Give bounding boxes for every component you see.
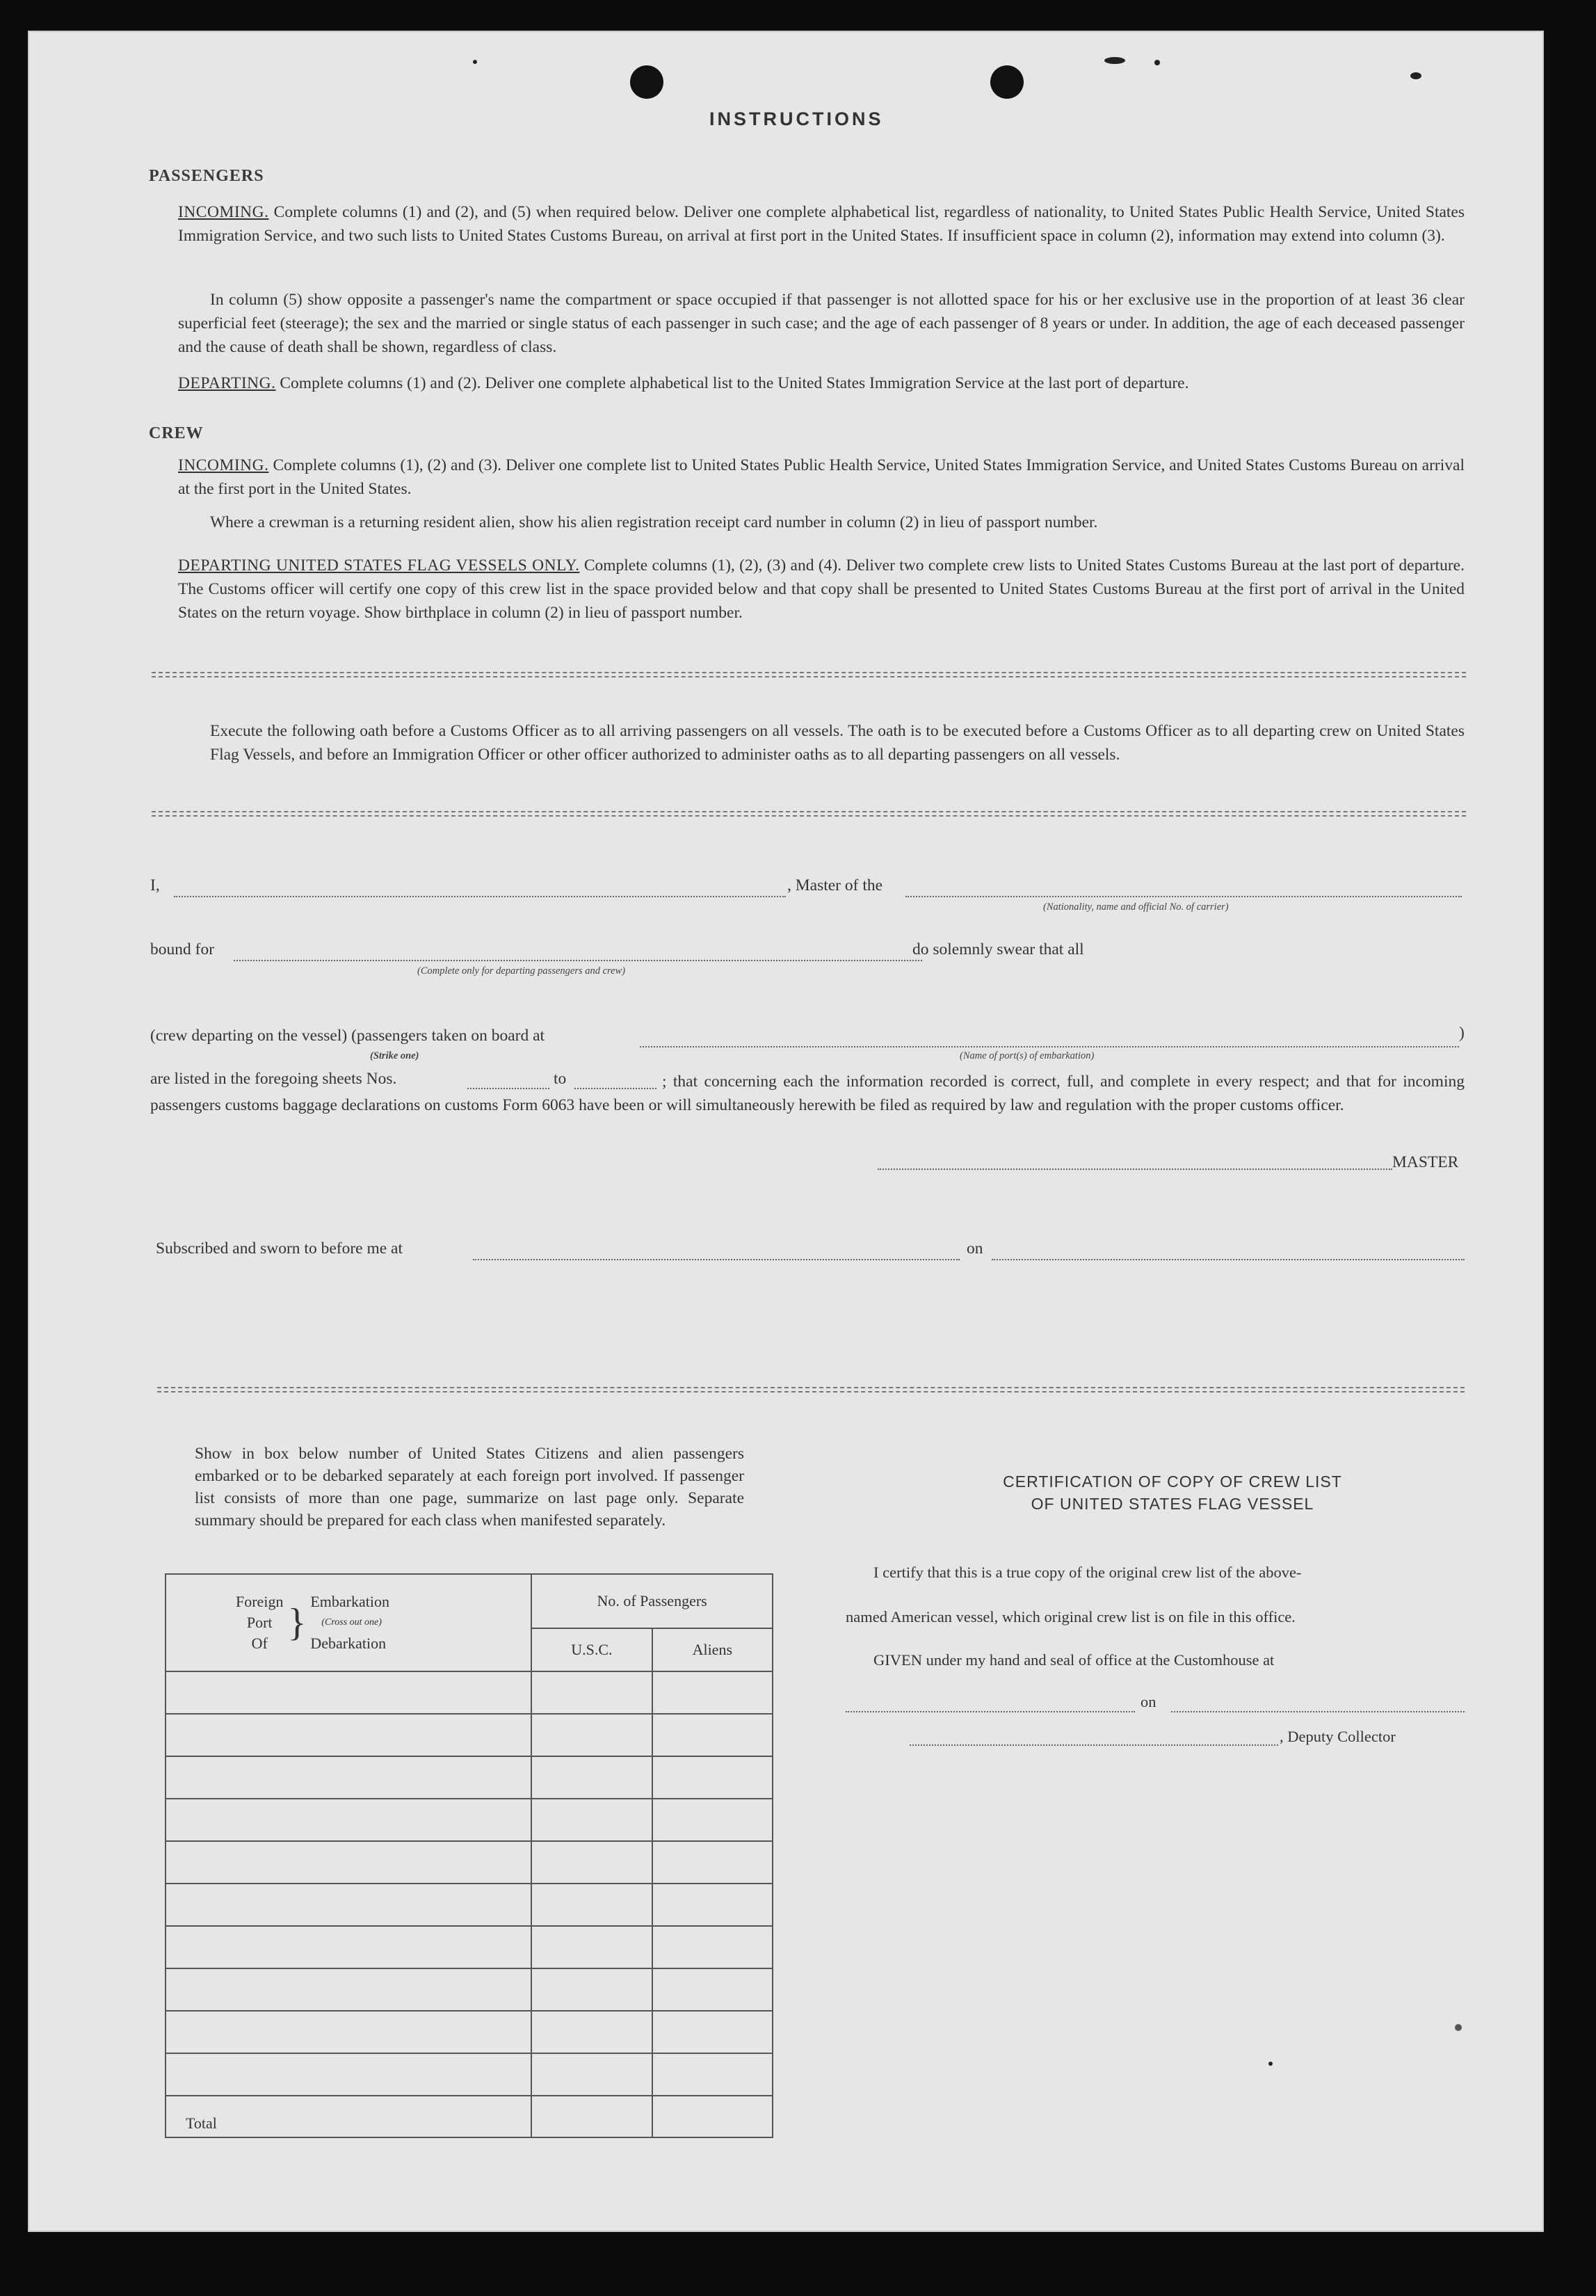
master-signature-field[interactable] [878,1169,1392,1170]
port-cell[interactable] [166,1756,531,1799]
port-cell[interactable] [166,2011,531,2053]
table-row [166,1884,773,1926]
aliens-cell[interactable] [652,1671,773,1714]
nationality-note: (Nationality, name and official No. of carrier) [1043,901,1229,913]
total-label [166,2096,531,2137]
subscribed-label: Subscribed and sworn to before me at [156,1239,403,1258]
customhouse-field[interactable] [846,1711,1135,1712]
certification-title-line2: OF UNITED STATES FLAG VESSEL [1031,1495,1314,1513]
crew-incoming-paragraph [178,453,1465,501]
crew-departing-text: Complete columns (1), (2), (3) and (4). Deliver two complete crew lists to United States Customs Bureau at the last port of departure. The Customs officer will certify one copy of this crew list in the space provided below and that copy shall be presented to United States Customs Bureau at the first port of arrival in the United States on the return voyage. Show birthplace in column (2) in lieu of passport number. [178,556,1465,622]
aliens-cell[interactable] [652,1714,773,1756]
cross-out-one-note: (Cross out one) [321,1617,382,1628]
port-embarkation-note: (Name of port(s) of embarkation) [960,1050,1095,1061]
strike-one-note: (Strike one) [370,1050,419,1061]
master-name-field[interactable] [174,896,786,897]
sworn-on-label: on [967,1239,983,1258]
oath-intro-paragraph [210,719,1465,766]
passenger-summary-table [165,1573,773,2138]
usc-cell[interactable] [531,1841,652,1884]
aliens-cell[interactable] [652,1884,773,1926]
ink-speck [1410,72,1421,79]
listed-in-label: are listed in the foregoing sheets Nos. [150,1070,397,1088]
sworn-date-field[interactable] [992,1259,1465,1260]
deputy-collector-signature-field[interactable] [910,1744,1278,1746]
brace-glyph: } [287,1601,307,1644]
port-of-embarkation-field[interactable] [640,1046,1459,1047]
usc-cell[interactable] [531,2011,652,2053]
bound-for-field[interactable] [234,960,922,961]
crew-departing-lead: DEPARTING UNITED STATES FLAG VESSELS ONLY. [178,556,580,575]
certification-title [901,1470,1444,1515]
ink-speck [1455,2024,1462,2031]
punch-hole-right [990,65,1024,99]
usc-cell[interactable] [531,1968,652,2011]
aliens-cell[interactable] [652,1756,773,1799]
ink-speck [1268,2062,1273,2066]
total-text: Total [186,2114,217,2132]
port-cell[interactable] [166,1799,531,1841]
form-page [28,31,1544,2232]
aliens-cell[interactable] [652,1926,773,1968]
aliens-cell[interactable] [652,2011,773,2053]
no-of-passengers-header: No. of Passengers [531,1574,773,1628]
certify-line2: named American vessel, which original crew list is on file in this office. [846,1608,1296,1625]
table-row [166,1841,773,1884]
crew-departing-paragraph [178,554,1465,625]
port-cell[interactable] [166,1714,531,1756]
ink-speck [473,60,477,64]
usc-cell[interactable] [531,1671,652,1714]
table-row [166,1671,773,1714]
port-cell[interactable] [166,1968,531,2011]
usc-header: U.S.C. [531,1628,652,1671]
oath-intro-text: Execute the following oath before a Customs Officer as to all arriving passengers on all vessels. The oath is to be executed before a Customs Officer as to all departing crew on United States Flag Vessels, and before an Immigration Officer or other officer authorized to administer oaths as to all departing passengers on all vessels. [210,722,1465,764]
master-of-label: , Master of the [787,876,883,894]
close-paren: ) [1459,1024,1465,1042]
port-label: Port [246,1614,273,1631]
summary-instructions-paragraph [195,1443,744,1532]
crew-incoming-lead: INCOMING. [178,456,269,474]
sworn-place-field[interactable] [473,1259,960,1260]
port-header-cell [166,1574,531,1671]
ink-speck [1154,60,1160,65]
port-cell[interactable] [166,2053,531,2096]
certify-line1: I certify that this is a true copy of the original crew list of the above- [873,1564,1302,1581]
usc-total-cell[interactable] [531,2096,652,2137]
crew-resident-text: Where a crewman is a returning resident alien, show his alien registration receipt card number in column (2) in lieu of passport number. [210,513,1098,531]
passengers-incoming-text: Complete columns (1) and (2), and (5) when required below. Deliver one complete alphabetical list, regardless of nationality, to United States Public Health Service, United States Immigration Service, and two such lists to United States Customs Bureau, on arrival at first port in the United States. If insufficient space in column (2), information may extend into column (3). [178,203,1465,245]
foreign-label: Foreign [236,1593,284,1610]
summary-instructions-text: Show in box below number of United States Citizens and alien passengers embarked or to be debarked separately at each foreign port involved. If passenger list consists of more than one page, summarize on last page only. Separate summary should be prepared for each class when manifested separately. [195,1445,744,1530]
embarkation-label: Embarkation [310,1593,389,1610]
port-cell[interactable] [166,1671,531,1714]
section-divider [152,672,1466,677]
table-row [166,1926,773,1968]
ink-speck [1104,57,1125,64]
crew-incoming-text: Complete columns (1), (2) and (3). Deliver one complete list to United States Public Health Service, United States Immigration Service, and United States Customs Bureau on arrival at the first port in the United States. [178,456,1465,498]
total-row [166,2096,773,2137]
table-row [166,1799,773,1841]
table-row [166,1968,773,2011]
certification-title-line1: CERTIFICATION OF COPY OF CREW LIST [1003,1472,1342,1491]
table-row [166,2011,773,2053]
usc-cell[interactable] [531,1884,652,1926]
aliens-header: Aliens [652,1628,773,1671]
passengers-departing-paragraph [178,371,1465,395]
section-divider [157,1387,1465,1392]
crew-departing-label: (crew departing on the vessel) (passengers taken on board at [150,1027,545,1045]
debarkation-label: Debarkation [310,1635,387,1652]
bound-for-label: bound for [150,940,215,958]
concerning-text: ; that concerning each the information recorded is correct, full, and complete in every respect; and that for incoming passengers customs baggage declarations on customs Form 6063 have been or will simultaneously herewith be filed as required by law and regulation with the proper customs officer. [150,1073,1465,1114]
crew-heading: CREW [149,424,204,442]
port-cell[interactable] [166,1926,531,1968]
aliens-cell[interactable] [652,1968,773,2011]
concerning-paragraph [150,1070,1465,1117]
section-divider [152,811,1466,817]
passengers-heading: PASSENGERS [149,167,264,185]
punch-hole-left [630,65,663,99]
usc-cell[interactable] [531,1926,652,1968]
aliens-cell[interactable] [652,2053,773,2096]
given-text: GIVEN under my hand and seal of office at the Customhouse at [873,1651,1275,1669]
usc-cell[interactable] [531,1799,652,1841]
complete-only-note: (Complete only for departing passengers and crew) [417,965,626,977]
crew-resident-paragraph [210,511,1465,534]
sheet-to-label: to [554,1070,567,1088]
table-row [166,1714,773,1756]
usc-cell[interactable] [531,1714,652,1756]
table-row [166,1756,773,1799]
page-title: INSTRUCTIONS [709,109,884,129]
usc-cell[interactable] [531,2053,652,2096]
table-row [166,2053,773,2096]
master-label: MASTER [1392,1153,1459,1171]
passengers-departing-lead: DEPARTING. [178,374,276,392]
deputy-collector-label: , Deputy Collector [1280,1728,1396,1745]
passengers-column5-text: In column (5) show opposite a passenger's name the compartment or space occupied if that passenger is not allotted space for his or her exclusive use in the proportion of at least 36 clear superficial feet (steerage); the sex and the married or single status of each passenger in such case; and the age of each passenger of 8 years or under. In addition, the age of each deceased passenger and the cause of death shall be shown, regardless of class. [178,291,1465,356]
certification-date-field[interactable] [1171,1711,1465,1712]
passengers-incoming-lead: INCOMING. [178,203,269,221]
aliens-cell[interactable] [652,1799,773,1841]
port-cell[interactable] [166,1884,531,1926]
carrier-field[interactable] [905,896,1462,897]
certification-on-label: on [1140,1693,1156,1710]
oath-i-label: I, [150,876,160,894]
passengers-column5-paragraph [178,288,1465,359]
port-cell[interactable] [166,1841,531,1884]
usc-cell[interactable] [531,1756,652,1799]
solemnly-swear-label: do solemnly swear that all [912,940,1084,958]
passengers-incoming-paragraph [178,200,1465,248]
of-label: Of [251,1635,268,1652]
aliens-cell[interactable] [652,1841,773,1884]
aliens-total-cell[interactable] [652,2096,773,2137]
passengers-departing-text: Complete columns (1) and (2). Deliver one complete alphabetical list to the United States Immigration Service at the last port of departure. [280,374,1189,392]
